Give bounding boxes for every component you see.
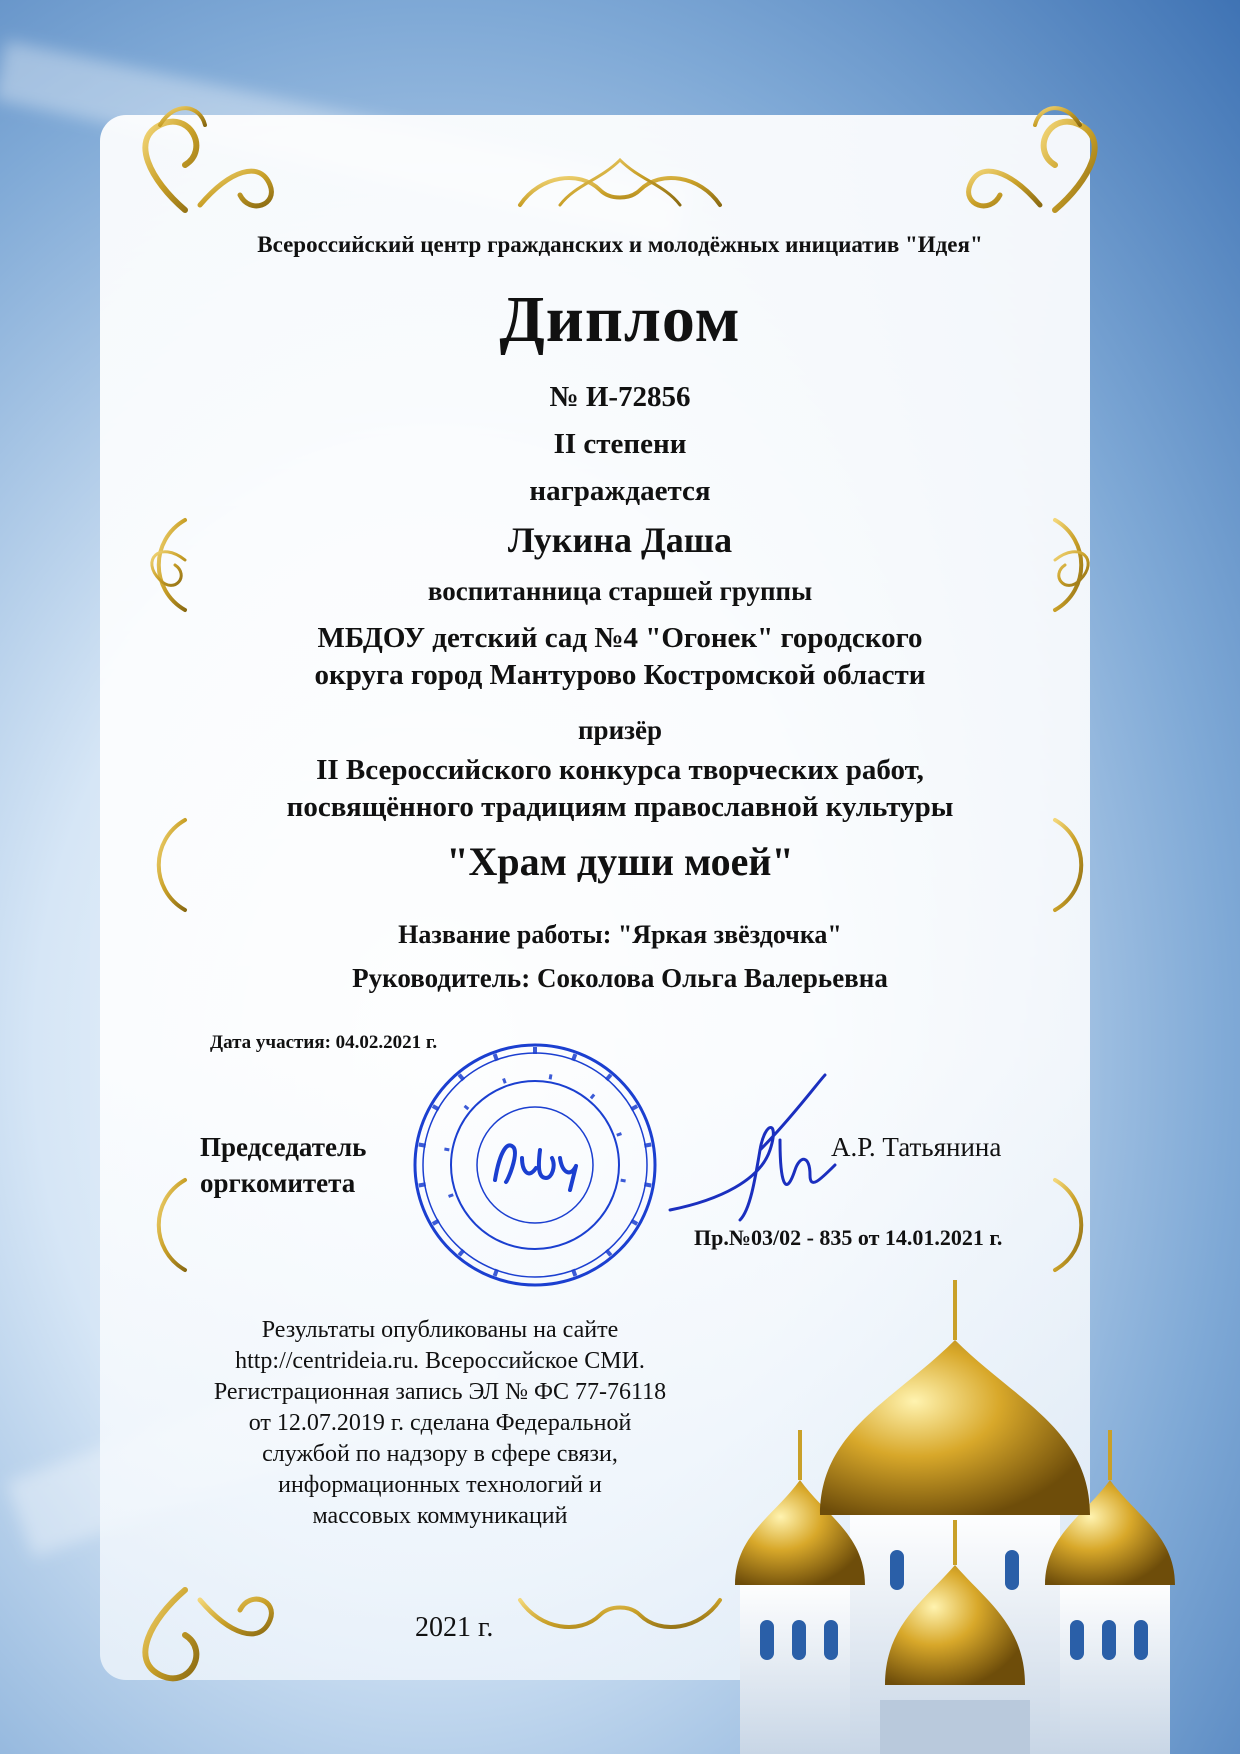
participation-date: Дата участия: 04.02.2021 г.: [210, 1032, 438, 1053]
work-title: Название работы: "Яркая звёздочка": [398, 920, 842, 949]
recipient-name: Лукина Даша: [507, 520, 733, 560]
publication-line-5: службой по надзору в сфере связи,: [262, 1441, 618, 1467]
organization-name: Всероссийский центр гражданских и молодёжных инициатив "Идея": [257, 232, 983, 257]
publication-line-4: от 12.07.2019 г. сделана Федеральной: [248, 1410, 632, 1436]
contest-name: "Храм души моей": [446, 839, 794, 884]
publication-line-2: http://centrideia.ru. Всероссийское СМИ.: [235, 1348, 645, 1374]
publication-line-7: массовых коммуникаций: [312, 1503, 568, 1529]
church-domes-image: [720, 1280, 1190, 1754]
order-number: Пр.№03/02 - 835 от 14.01.2021 г.: [694, 1225, 1003, 1250]
institution-line-1: МБДОУ детский сад №4 "Огонек" городского: [317, 622, 923, 654]
signature-scrawl: [660, 1060, 860, 1240]
diploma-title: Диплом: [499, 283, 741, 356]
status-text: призёр: [578, 715, 662, 745]
publication-line-3: Регистрационная запись ЭЛ № ФС 77-76118: [213, 1379, 667, 1405]
recipient-role: воспитанница старшей группы: [427, 576, 813, 606]
contest-line-1: II Всероссийского конкурса творческих работ,: [316, 754, 924, 786]
position-line-2: оргкомитета: [200, 1168, 356, 1198]
institution-line-2: округа город Мантурово Костромской области: [314, 659, 926, 691]
signer-name: А.Р. Татьянина: [831, 1132, 1002, 1162]
publication-line-1: Результаты опубликованы на сайте: [261, 1317, 619, 1343]
diploma-degree: II степени: [553, 428, 687, 460]
awarded-text: награждается: [529, 475, 711, 507]
diploma-number: № И-72856: [549, 381, 691, 413]
position-line-1: Председатель: [200, 1132, 367, 1162]
footer-year: 2021 г.: [415, 1612, 494, 1643]
publication-line-6: информационных технологий и: [278, 1472, 602, 1498]
supervisor: Руководитель: Соколова Ольга Валерьевна: [352, 963, 888, 993]
organization-stamp: [410, 1040, 660, 1290]
contest-line-2: посвящённого традициям православной культуры: [286, 791, 954, 823]
